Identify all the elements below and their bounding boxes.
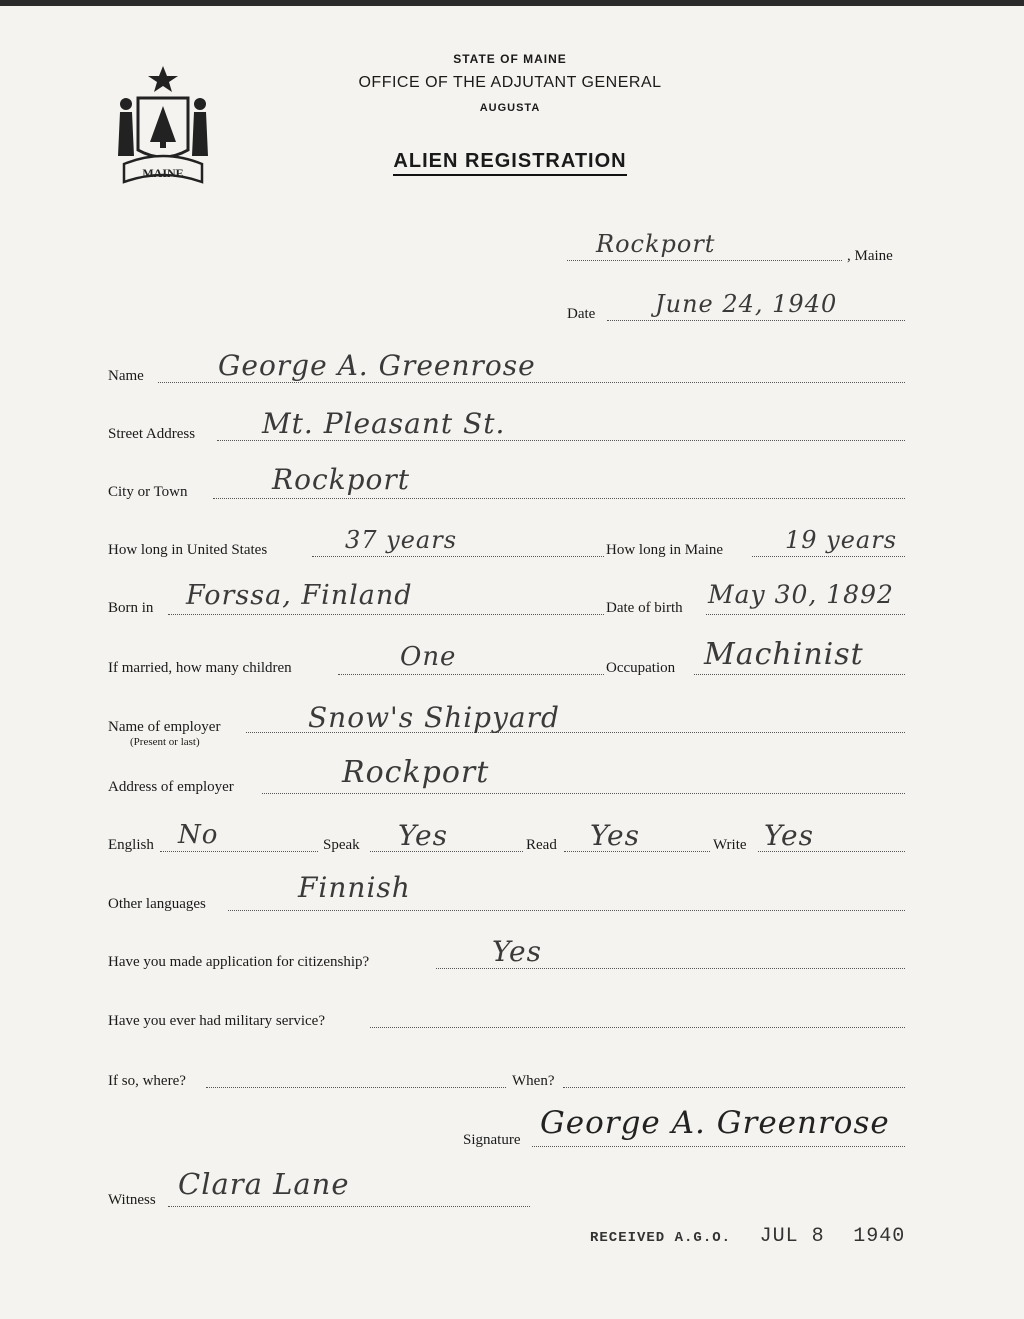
- name-line: [158, 382, 905, 383]
- military-line: [370, 1027, 905, 1028]
- town-line: [567, 260, 842, 261]
- state-heading: STATE OF MAINE: [453, 52, 567, 66]
- street-label: Street Address: [108, 426, 196, 442]
- city-value: Rockport: [272, 463, 411, 496]
- maine-duration-label: How long in Maine: [606, 542, 724, 558]
- maine-line: [752, 556, 905, 557]
- children-value: One: [400, 642, 457, 672]
- town-value: Rockport: [596, 230, 716, 258]
- born-label: Born in: [108, 600, 154, 616]
- street-line: [217, 440, 905, 441]
- when-line: [563, 1087, 905, 1088]
- name-label: Name: [108, 368, 144, 384]
- date-label: Date: [567, 306, 596, 322]
- english-label: English: [108, 837, 154, 853]
- scan-edge: [0, 0, 1024, 6]
- languages-value: Finnish: [298, 871, 411, 904]
- citizenship-label: Have you made application for citizenship?: [108, 954, 370, 970]
- witness-value: Clara Lane: [178, 1167, 350, 1201]
- city-line: [213, 498, 905, 499]
- us-line: [312, 556, 604, 557]
- signature-value: George A. Greenrose: [540, 1105, 890, 1141]
- witness-line: [168, 1206, 530, 1207]
- children-label: If married, how many children: [108, 660, 292, 676]
- employer-address-line: [262, 793, 905, 794]
- employer-sublabel: (Present or last): [130, 736, 200, 748]
- read-label: Read: [526, 837, 557, 853]
- dob-value: May 30, 1892: [708, 580, 894, 609]
- read-value: Yes: [590, 819, 640, 852]
- citizenship-line: [436, 968, 905, 969]
- date-value: June 24, 1940: [655, 290, 838, 318]
- where-label: If so, where?: [108, 1073, 186, 1089]
- form-title: [330, 150, 690, 173]
- city-heading: AUGUSTA: [479, 102, 541, 114]
- write-value: Yes: [764, 819, 814, 852]
- stamp-year: 1940: [853, 1225, 906, 1248]
- form-title-text: ALIEN REGISTRATION: [393, 150, 626, 176]
- english-line: [160, 851, 318, 852]
- occupation-value: Machinist: [704, 637, 864, 672]
- name-value: George A. Greenrose: [218, 349, 536, 382]
- received-stamp: [590, 1225, 905, 1248]
- signature-label: Signature: [463, 1132, 521, 1148]
- employer-address-label: Address of employer: [108, 779, 234, 795]
- dob-label: Date of birth: [606, 600, 683, 616]
- us-value: 37 years: [345, 526, 458, 554]
- military-label: Have you ever had military service?: [108, 1013, 325, 1029]
- maine-label: , Maine: [847, 248, 893, 264]
- languages-label: Other languages: [108, 896, 206, 912]
- street-value: Mt. Pleasant St.: [262, 407, 506, 440]
- stamp-received: RECEIVED A.G.O.: [590, 1230, 732, 1246]
- born-value: Forssa, Finland: [186, 580, 413, 611]
- english-value: No: [178, 820, 219, 850]
- occupation-line: [694, 674, 905, 675]
- when-label: When?: [512, 1073, 555, 1089]
- stamp-date: JUL 8: [759, 1225, 825, 1248]
- speak-value: Yes: [398, 819, 448, 852]
- witness-label: Witness: [108, 1192, 156, 1208]
- date-line: [607, 320, 905, 321]
- employer-address-value: Rockport: [342, 755, 490, 790]
- citizenship-value: Yes: [492, 935, 542, 968]
- write-label: Write: [713, 837, 747, 853]
- occupation-label: Occupation: [606, 660, 676, 676]
- state-seal-icon: [104, 64, 222, 192]
- dob-line: [706, 614, 905, 615]
- speak-label: Speak: [323, 837, 360, 853]
- us-label: How long in United States: [108, 542, 268, 558]
- seal-text: MAINE: [142, 166, 184, 180]
- signature-line: [532, 1146, 905, 1147]
- employer-label: Name of employer: [108, 719, 221, 735]
- maine-value: 19 years: [785, 526, 898, 554]
- children-line: [338, 674, 604, 675]
- employer-value: Snow's Shipyard: [308, 701, 560, 734]
- where-line: [206, 1087, 506, 1088]
- born-line: [168, 614, 604, 615]
- office-heading: OFFICE OF THE ADJUTANT GENERAL: [358, 74, 662, 91]
- languages-line: [228, 910, 905, 911]
- city-label: City or Town: [108, 484, 188, 500]
